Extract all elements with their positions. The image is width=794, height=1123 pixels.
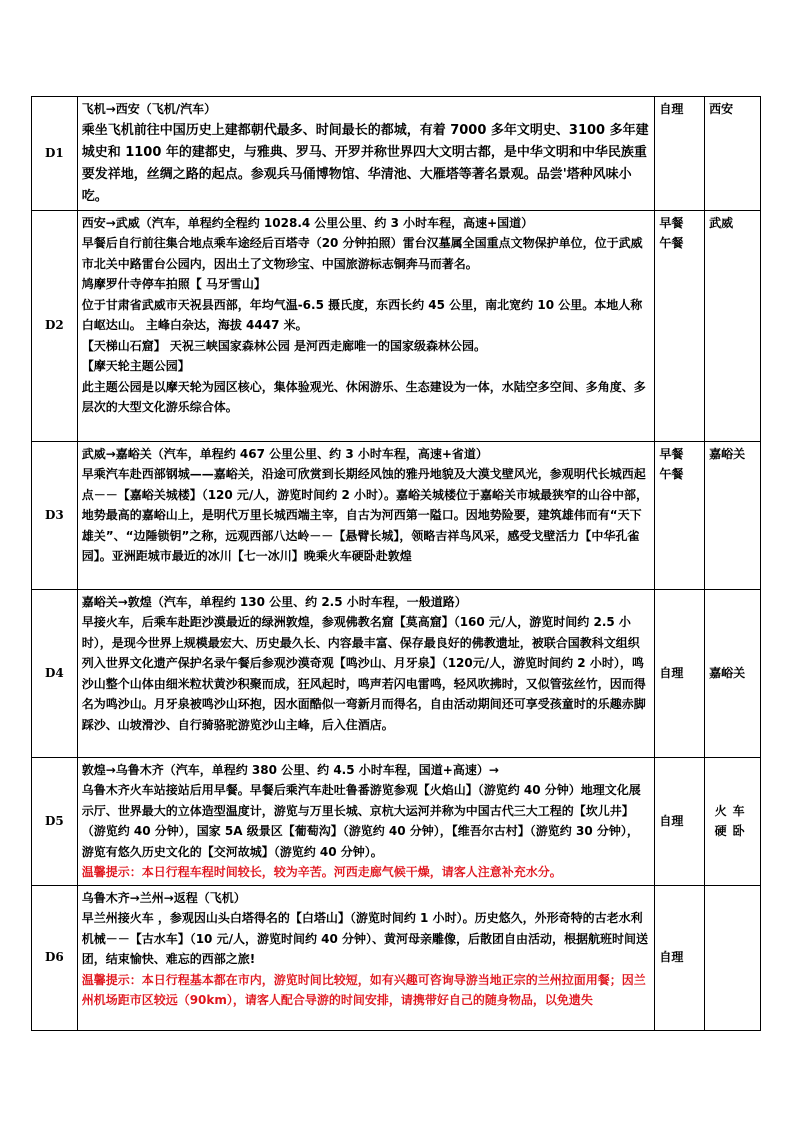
- accommodation-cell: [705, 885, 761, 1030]
- meal-cell: [655, 210, 705, 441]
- meal-cell: [655, 441, 705, 589]
- day-label: D5: [32, 757, 78, 885]
- day-description: [77, 97, 655, 211]
- meal-cell: [655, 757, 705, 885]
- table-row: [32, 757, 761, 885]
- description-text: 乌鲁木齐火车站接站后用早餐。早餐后乘汽车赴吐鲁番游览参观【火焰山】（游览约 40 分钟）地理文化展示厅、世界最大的立体造型温度计，游览与万里长城、京杭大运河并称为中国古代三大工程的【坎儿井】（游览约 40 分钟），国家 5A 级景区【葡萄沟】（游览约 40 分钟），【维吾尔古村】（游览约 30 分钟），游览有悠久历史文化的【交河故城】（游览约 40 分钟）。: [81, 783, 641, 859]
- meal-label: 早餐: [659, 215, 684, 230]
- accommodation-cell: 嘉峪关: [705, 589, 761, 757]
- route-title: 西安→武威（汽车，单程约全程约 1028.4 公里公里、约 3 小时车程，高速+国道）: [81, 215, 534, 230]
- meal-label: 自理: [659, 665, 684, 680]
- day-description: [77, 757, 655, 885]
- description-text: 早兰州接火车 ，参观因山头白塔得名的【白塔山】（游览时间约 1 小时）。历史悠久，外形奇特的古老水利机械－－【古水车】（10 元/人，游览时间约 40 分钟）、黄河母亲雕像，后散团自由活动，根据航班时间送团，结束愉快、难忘的西部之旅!: [81, 911, 649, 966]
- meal-label: 午餐: [659, 467, 684, 481]
- accommodation-cell: 嘉峪关: [705, 441, 761, 589]
- table-row: [32, 441, 761, 589]
- meal-label: 午餐: [659, 236, 684, 250]
- meal-label: 自理: [659, 950, 684, 965]
- description-text: 此主题公园是以摩天轮为园区核心，集体验观光、休闲游乐、生态建设为一体，水陆空多空间、多角度、多层次的大型文化游乐综合体。: [81, 379, 646, 414]
- day-label: D2: [32, 210, 78, 441]
- description-text: 早乘汽车赴西部钢城——嘉峪关，沿途可欣赏到长期经风蚀的雅丹地貌及大漠戈壁风光，参观明代长城西起点－－【嘉峪关城楼】（120 元/人，游览时间约 2 小时）。嘉峪关城楼位于嘉峪关市城最狭窄的山谷中部，地势最高的嘉峪山上，是明代万里长城西端主宰，自古为河西第一隘口。因地势险要，建筑雄伟而有“天下雄关”、“边陲锁钥”之称，远观西部八达岭－－【悬臂长城】，领略吉祥鸟风采，感受戈壁活力【中华孔雀园】。亚洲距城市最近的冰川【七一冰川】晚乘火车硬卧赴敦煌: [81, 467, 649, 563]
- description-text: 位于甘肃省武威市天祝县西部，年均气温-6.5 摄氏度，东西长约 45 公里，南北宽约 10 公里。本地人称白岖达山。 主峰白杂达，海拔 4447 米。: [81, 297, 643, 332]
- day-label: D6: [32, 885, 78, 1030]
- meal-label: 自理: [659, 813, 684, 828]
- accommodation-label: 火车硬卧: [714, 803, 751, 838]
- description-text: 【天梯山石窟】 天祝三峡国家森林公园 是河西走廊唯一的国家级森林公园。: [81, 338, 487, 353]
- description-text: 早餐后自行前往集合地点乘车途经后百塔寺（20 分钟拍照）雷台汉墓属全国重点文物保护单位，位于武威市北关中路雷台公园内，因出土了文物珍宝、中国旅游标志铜奔马而著名。: [81, 236, 643, 271]
- meal-cell: [655, 97, 705, 211]
- accommodation-cell: 武威: [705, 210, 761, 441]
- day-description: [77, 210, 655, 441]
- table-row: [32, 210, 761, 441]
- itinerary-table: [31, 96, 761, 1031]
- table-row: [32, 885, 761, 1030]
- meal-cell: [655, 885, 705, 1030]
- day-label: D4: [32, 589, 78, 757]
- day-description: [77, 441, 655, 589]
- table-row: [32, 97, 761, 211]
- route-title: 飞机→西安（飞机/汽车）: [81, 102, 217, 116]
- day-description: [77, 589, 655, 757]
- day-label: D3: [32, 441, 78, 589]
- meal-label: 自理: [659, 102, 684, 116]
- tip-note: 温馨提示：本日行程基本都在市内，游览时间比较短，如有兴趣可咨询导游当地正宗的兰州拉面用餐；因兰州机场距市区较远（90km），请客人配合导游的时间安排，请携带好自己的随身物品，以免遗失: [81, 972, 646, 1007]
- day-label: D1: [32, 97, 78, 211]
- description-text: 乘坐飞机前往中国历史上建都朝代最多、时间最长的都城，有着 7000 多年文明史、3100 多年建城史和 1100 年的建都史，与雅典、罗马、开罗并称世界四大文明古都，是中华文明和中华民族重要发祥地，丝绸之路的起点。参观兵马俑博物馆、华清池、大雁塔等著名景观。品尝'塔种风味小吃。: [81, 122, 649, 204]
- route-title: 敦煌→乌鲁木齐（汽车，单程约 380 公里、约 4.5 小时车程，国道+高速）→: [81, 762, 499, 777]
- table-row: [32, 589, 761, 757]
- day-description: [77, 885, 655, 1030]
- meal-cell: [655, 589, 705, 757]
- meal-label: 早餐: [659, 446, 684, 461]
- tip-note: 温馨提示：本日行程车程时间较长，较为辛苦。河西走廊气候干燥，请客人注意补充水分。: [81, 865, 562, 879]
- description-text: 鸠摩罗什寺停车拍照【 马牙雪山】: [81, 277, 266, 291]
- route-title: 嘉峪关→敦煌（汽车，单程约 130 公里、约 2.5 小时车程，一般道路）: [81, 594, 467, 609]
- description-text: 早接火车，后乘车赴距沙漠最近的绿洲敦煌，参观佛教名窟【莫高窟】（160 元/人，游览时间约 2.5 小时），是现今世界上规模最宏大、历史最久长、内容最丰富、保存最良好的佛教遗址，被联合国教科文组织列入世界文化遗产保护名录午餐后参观沙漠奇观【鸣沙山、月牙泉】（120元/人，游览时间约 2 小时），鸣沙山整个山体由细米粒状黄沙积聚而成，狂风起时，鸣声若闪电雷鸣，轻风吹拂时，又似管弦丝竹，因而得名为鸣沙山。月牙泉被鸣沙山环抱，因水面酷似一弯新月而得名，自由活动期间还可享受孩童时的乐趣赤脚踩沙、山坡滑沙、自行骑骆驼游览沙山主峰，后入住酒店。: [81, 615, 646, 732]
- route-title: 武威→嘉峪关（汽车，单程约 467 公里公里、约 3 小时车程，高速+省道）: [81, 446, 488, 461]
- route-title: 乌鲁木齐→兰州→返程（飞机）: [81, 890, 246, 905]
- description-text: 【摩天轮主题公园】: [81, 359, 190, 373]
- accommodation-cell: 西安: [705, 97, 761, 211]
- accommodation-cell: [705, 757, 761, 885]
